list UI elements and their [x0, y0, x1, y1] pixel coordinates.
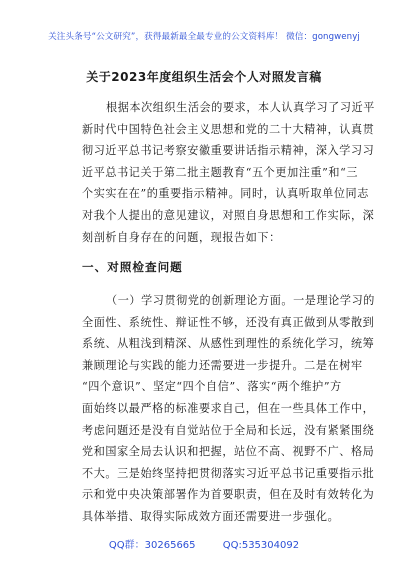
paragraph-line: 全面性、系统性、辩证性不够，还没有真正做到从零散到: [82, 315, 375, 329]
paragraph-line: 近平总书记关于第二批主题教育“五个更加注重”和“三: [82, 165, 359, 179]
paragraph-line: 党和国家全局去认识和把握，站位不高、视野不广、格局: [82, 445, 375, 459]
footer-contact: [0, 536, 408, 551]
paragraph-line: 彻习近平总书记考察安徽重要讲话指示精神，深入学习习: [82, 144, 375, 158]
paragraph-line: 考虑问题还是没有自觉站位于全局和长远，没有紧紧围绕: [82, 423, 375, 437]
paragraph-line: 新时代中国特色社会主义思想和党的二十大精神，认真贯: [82, 122, 375, 136]
paragraph-line: 面始终以最严格的标准要求自己，但在一些具体工作中，: [82, 401, 375, 415]
paragraph-line: 具体举措、取得实际成效方面还需要进一步强化。: [82, 509, 340, 523]
footer-qq-number: QQ:535304092: [222, 540, 300, 551]
paragraph-line: 不大。三是始终坚持把贯彻落实习近平总书记重要指示批: [82, 466, 375, 480]
paragraph-line: 示和党中央决策部署作为首要职责，但在及时有效转化为: [82, 488, 375, 502]
paragraph-line: 系统、从粗浅到精深、从感性到理性的系统化学习，统筹: [82, 337, 375, 351]
paragraph-line: “四个意识”、坚定“四个自信”、落实“两个维护”方: [82, 380, 342, 394]
section-heading: 一、对照检查问题: [82, 260, 183, 274]
header-banner: 关注头条号“公文研究”，获得最新最全最专业的公文资料库！ 微信：gongwenyj: [48, 32, 360, 42]
page-title: 关于2023年度组织生活会个人对照发言稿: [86, 70, 322, 84]
paragraph-line: 根据本次组织生活会的要求，本人认真学习了习近平: [106, 101, 375, 114]
paragraph-line: 个实实在在”的重要指示精神。同时，认真听取单位同志: [82, 187, 369, 201]
paragraph-line: 对我个人提出的意见建议，对照自身思想和工作实际，深: [82, 208, 375, 222]
section-paragraph: [82, 290, 375, 528]
intro-paragraph: [82, 97, 375, 248]
footer-qq-group: QQ群：30265665: [108, 540, 196, 551]
paragraph-line: 刻剖析自身存在的问题，现报告如下：: [82, 230, 281, 244]
paragraph-line: （一）学习贯彻党的创新理论方面。一是理论学习的: [106, 294, 375, 307]
paragraph-line: 兼顾理论与实践的能力还需要进一步提升。二是在树牢: [82, 358, 363, 372]
